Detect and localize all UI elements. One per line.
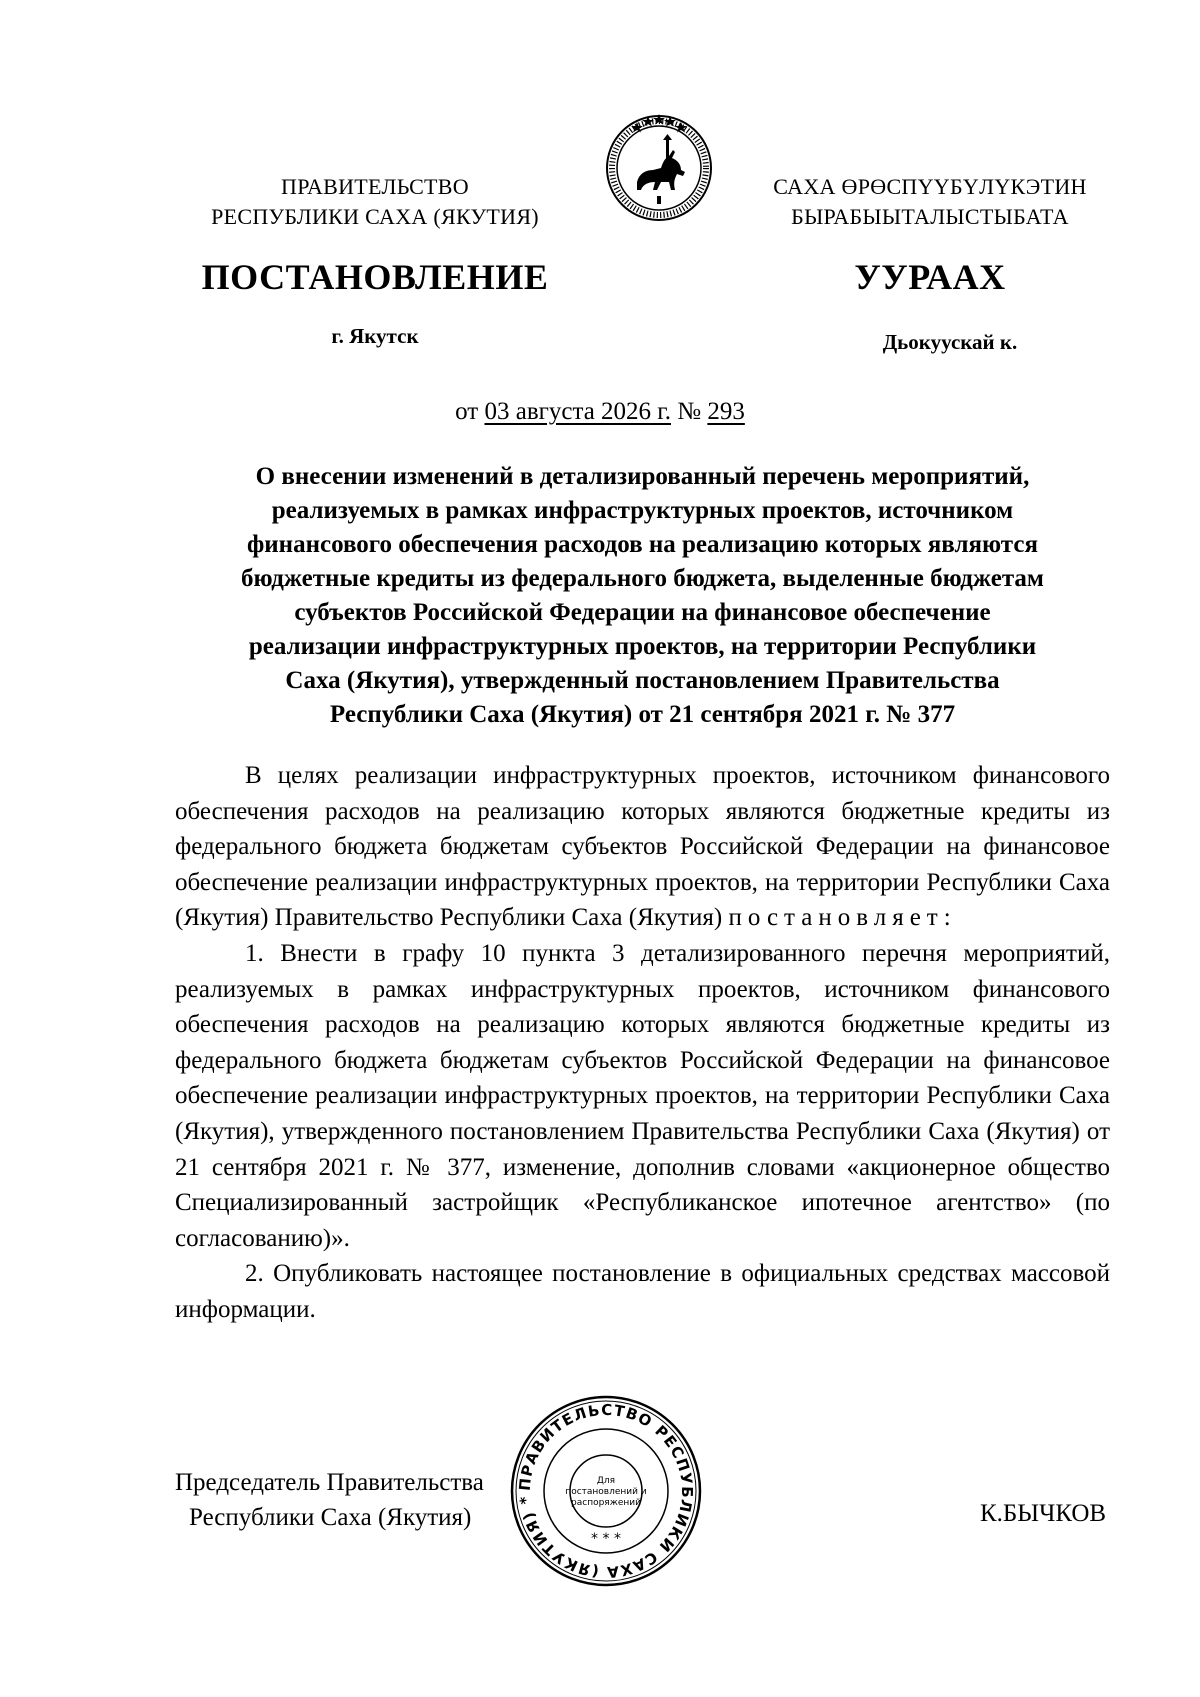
number-sign: № — [677, 398, 702, 425]
subject-line: субъектов Российской Федерации на финансовое обеспечение — [294, 599, 991, 626]
header-right-line1: САХА ӨРӨСПҮҮБҮЛҮКЭТИН — [773, 174, 1087, 199]
signatory-position — [175, 1465, 484, 1535]
subject-line: бюджетные кредиты из федерального бюджета, выделенные бюджетам — [241, 565, 1044, 592]
header-right — [740, 172, 1120, 232]
document-date: 03 августа 2026 г. — [484, 398, 671, 425]
subject-line: реализации инфраструктурных проектов, на территории Республики — [248, 633, 1037, 660]
signatory-position-line2: Республики Саха (Якутия) — [189, 1504, 472, 1531]
date-line — [0, 398, 1200, 426]
svg-text:постановлений и: постановлений и — [565, 1487, 647, 1497]
official-stamp — [508, 1393, 704, 1589]
preamble-text: В целях реализации инфраструктурных проектов, источником финансового обеспечения расходов на реализацию которых являются бюджетные кредиты из федерального бюджета бюджетам субъектов Российской Федерации на финансовое обеспечение реализации инфраструктурных проектов, на территории Республики Саха (Якутия) Правительство Республики Саха (Якутия) — [175, 762, 1110, 932]
subject-line: финансового обеспечения расходов на реализацию которых являются — [246, 531, 1038, 558]
header-left-line1: ПРАВИТЕЛЬСТВО — [281, 174, 469, 199]
document-body — [175, 758, 1110, 1328]
svg-text:ПРАВИТЕЛЬСТВО РЕСПУБЛИКИ САХА: ПРАВИТЕЛЬСТВО РЕСПУБЛИКИ САХА (ЯКУТИЯ) * — [515, 1400, 697, 1582]
subject-line: реализуемых в рамках инфраструктурных проектов, источником — [271, 497, 1014, 524]
coat-of-arms-icon — [603, 110, 715, 222]
doc-type-sakha: УУРААХ — [854, 257, 1006, 297]
signatory-name: К.БЫЧКОВ — [980, 1500, 1107, 1527]
header-left-line2: РЕСПУБЛИКИ САХА (ЯКУТИЯ) — [211, 204, 539, 229]
doc-type-ru: ПОСТАНОВЛЕНИЕ — [201, 257, 549, 297]
subject-line: О внесении изменений в детализированный перечень мероприятий, — [255, 463, 1030, 490]
document-subject — [175, 460, 1110, 732]
date-prefix: от — [455, 398, 479, 425]
svg-text:Для: Для — [596, 1476, 616, 1486]
header-right-line2: БЫРАБЫЫТАЛЫСТЫБАТА — [791, 204, 1069, 229]
svg-text:* * *: * * * — [591, 1531, 621, 1547]
svg-text:распоряжений: распоряжений — [571, 1498, 641, 1508]
clause-1: 1. Внести в графу 10 пункта 3 детализированного перечня мероприятий, реализуемых в рамках инфраструктурных проектов, источником финансового обеспечения расходов на реализацию которых являются бюджетные кредиты из федерального бюджета бюджетам субъектов Российской Федерации на финансовое обеспечение реализации инфраструктурных проектов, на территории Республики Саха (Якутия), утвержденного постановлением Правительства Республики Саха (Якутия) от 21 сентября 2021 г. № 377, изменение, дополнив словами «акционерное общество Специализированный застройщик «Республиканское ипотечное агентство» (по согласованию)». — [175, 939, 1110, 1252]
subject-line: Саха (Якутия), утвержденный постановлением Правительства — [285, 667, 1000, 694]
header-left — [175, 172, 575, 232]
clause-2: 2. Опубликовать настоящее постановление в официальных средствах массовой информации. — [175, 1260, 1110, 1323]
city-sakha: Дьокуускай к. — [882, 330, 1018, 354]
signatory-position-line1: Председатель Правительства — [175, 1469, 484, 1496]
preamble-paragraph — [175, 758, 1110, 936]
subject-line: Республики Саха (Якутия) от 21 сентября 2021 г. № 377 — [329, 701, 956, 728]
city-ru: г. Якутск — [331, 324, 419, 348]
resolves-word: постановляет: — [728, 904, 957, 932]
document-number: 293 — [707, 398, 745, 425]
